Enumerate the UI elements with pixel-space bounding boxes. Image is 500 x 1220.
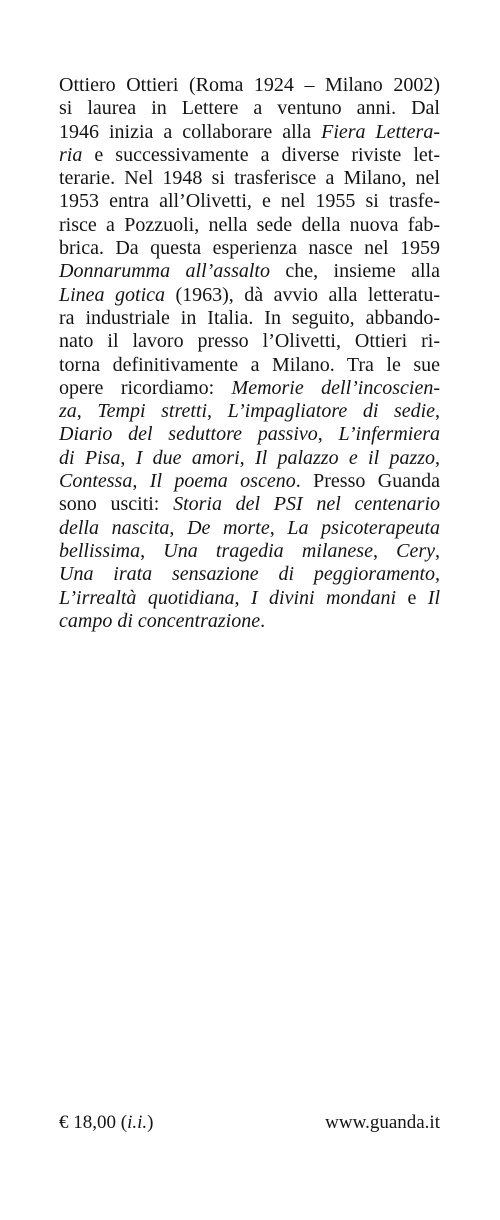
price-close-paren: ) (147, 1112, 154, 1133)
bio-text: si laurea in Lettere a ventuno anni. Dal (59, 97, 440, 120)
bio-title-text: Una tragedia milanese (163, 539, 373, 562)
bio-title-text: ria (59, 143, 83, 166)
bio-title-text: di Pisa (59, 446, 121, 469)
bio-line (59, 377, 440, 400)
bio-line (59, 423, 440, 446)
bio-line (59, 330, 440, 353)
bio-text: risce a Pozzuoli, nella sede della nuova fab- (59, 213, 440, 236)
bio-text: sono usciti: (59, 493, 174, 516)
bio-title-text: L’infermiera (338, 423, 440, 446)
bio-title-text: Il poema osceno (149, 470, 296, 493)
bio-title-text: Donnarumma all’assalto (59, 260, 270, 283)
bio-title-text: Fiera Lettera- (321, 120, 440, 143)
bio-text: , (435, 446, 441, 469)
bio-text: , (132, 470, 150, 493)
bio-text: . (260, 609, 266, 632)
bio-title-text: Il (427, 586, 440, 609)
bio-text: , (76, 400, 98, 423)
bio-title-text: della nascita (59, 516, 170, 539)
bio-line (59, 121, 440, 144)
price-label (59, 1112, 153, 1134)
bio-text: , (140, 539, 164, 562)
bio-title-text: Storia del PSI nel centenario (173, 493, 441, 516)
price-tax-note: i.i. (127, 1112, 148, 1133)
bio-text: 1953 entra all’Olivetti, e nel 1955 si trasfe- (59, 190, 440, 213)
bio-text: Ottiero Ottieri (Roma 1924 – Milano 2002) (59, 74, 440, 96)
bio-title-text: campo di concentrazione (59, 609, 261, 632)
bio-line (59, 563, 440, 586)
bio-text: terarie. Nel 1948 si trasferisce a Milano, nel (59, 167, 440, 190)
bio-title-text: bellissima (59, 539, 141, 562)
bio-text: , (435, 400, 441, 423)
bio-text: , (435, 563, 440, 586)
bio-text: , (317, 423, 339, 446)
bio-text: ra industriale in Italia. In seguito, abbando- (59, 306, 440, 329)
bio-line (59, 237, 440, 260)
bio-text: torna definitivamente a Milano. Tra le sue (59, 353, 440, 376)
bio-text: e successivamente a diverse riviste let- (82, 143, 440, 166)
price-amount: € 18,00 ( (59, 1112, 128, 1133)
bio-text: , (372, 539, 397, 562)
bio-title-text: I due amori (135, 446, 240, 469)
bio-text: , (169, 516, 188, 539)
bio-line (59, 493, 440, 516)
bio-text: (1963), dà avvio alla letteratu- (165, 283, 440, 306)
bio-text: 1946 inizia a collaborare alla (59, 120, 322, 143)
bio-text: , (234, 586, 251, 609)
bio-title-text: La psicoterapeuta (287, 516, 441, 539)
bio-text: , (435, 539, 441, 562)
bio-title-text: Cery (396, 539, 436, 562)
bio-title-text: Linea gotica (59, 283, 166, 306)
bio-line (59, 190, 440, 213)
bio-line (59, 260, 440, 283)
bio-title-text: L’impagliatore di sedie (227, 400, 436, 423)
bio-line (59, 97, 440, 120)
bio-title-text: Il palazzo e il pazzo (254, 446, 436, 469)
bio-line (59, 144, 440, 167)
bio-title-text: Memorie dell’incoscien- (231, 376, 440, 399)
bio-line (59, 284, 440, 307)
bio-line (59, 470, 440, 493)
bio-line (59, 610, 440, 633)
author-biography (59, 74, 440, 633)
bio-text: , (207, 400, 228, 423)
bio-line (59, 540, 440, 563)
bio-title-text: Tempi stretti (97, 400, 208, 423)
bio-text: brica. Da questa esperienza nasce nel 1959 (59, 237, 440, 260)
bio-text: , (239, 446, 255, 469)
bio-line (59, 400, 440, 423)
bio-text: . Presso Guanda (295, 470, 440, 493)
bio-text: che, insieme alla (269, 260, 440, 283)
bio-title-text: De morte (187, 516, 270, 539)
bio-text: , (269, 516, 288, 539)
bio-text: opere ricordiamo: (59, 376, 232, 399)
bio-line (59, 214, 440, 237)
bio-title-text: Contessa (59, 470, 133, 493)
bio-line (59, 354, 440, 377)
bio-text: e (396, 586, 428, 609)
bio-line (59, 307, 440, 330)
bio-line (59, 167, 440, 190)
bio-title-text: I divini mondani (250, 586, 397, 609)
bio-text: nato il lavoro presso l’Olivetti, Ottieri ri- (59, 330, 440, 353)
bio-line (59, 447, 440, 470)
publisher-website: www.guanda.it (325, 1112, 440, 1133)
bio-title-text: Una irata sensazione di peggioramento (59, 563, 435, 586)
bio-title-text: za (59, 400, 77, 423)
bio-line (59, 517, 440, 540)
bio-text: , (120, 446, 136, 469)
bio-title-text: Diario del seduttore passivo (59, 423, 318, 446)
bio-line (59, 587, 440, 610)
bio-line (59, 74, 440, 97)
bio-title-text: L’irrealtà quotidiana (59, 586, 235, 609)
